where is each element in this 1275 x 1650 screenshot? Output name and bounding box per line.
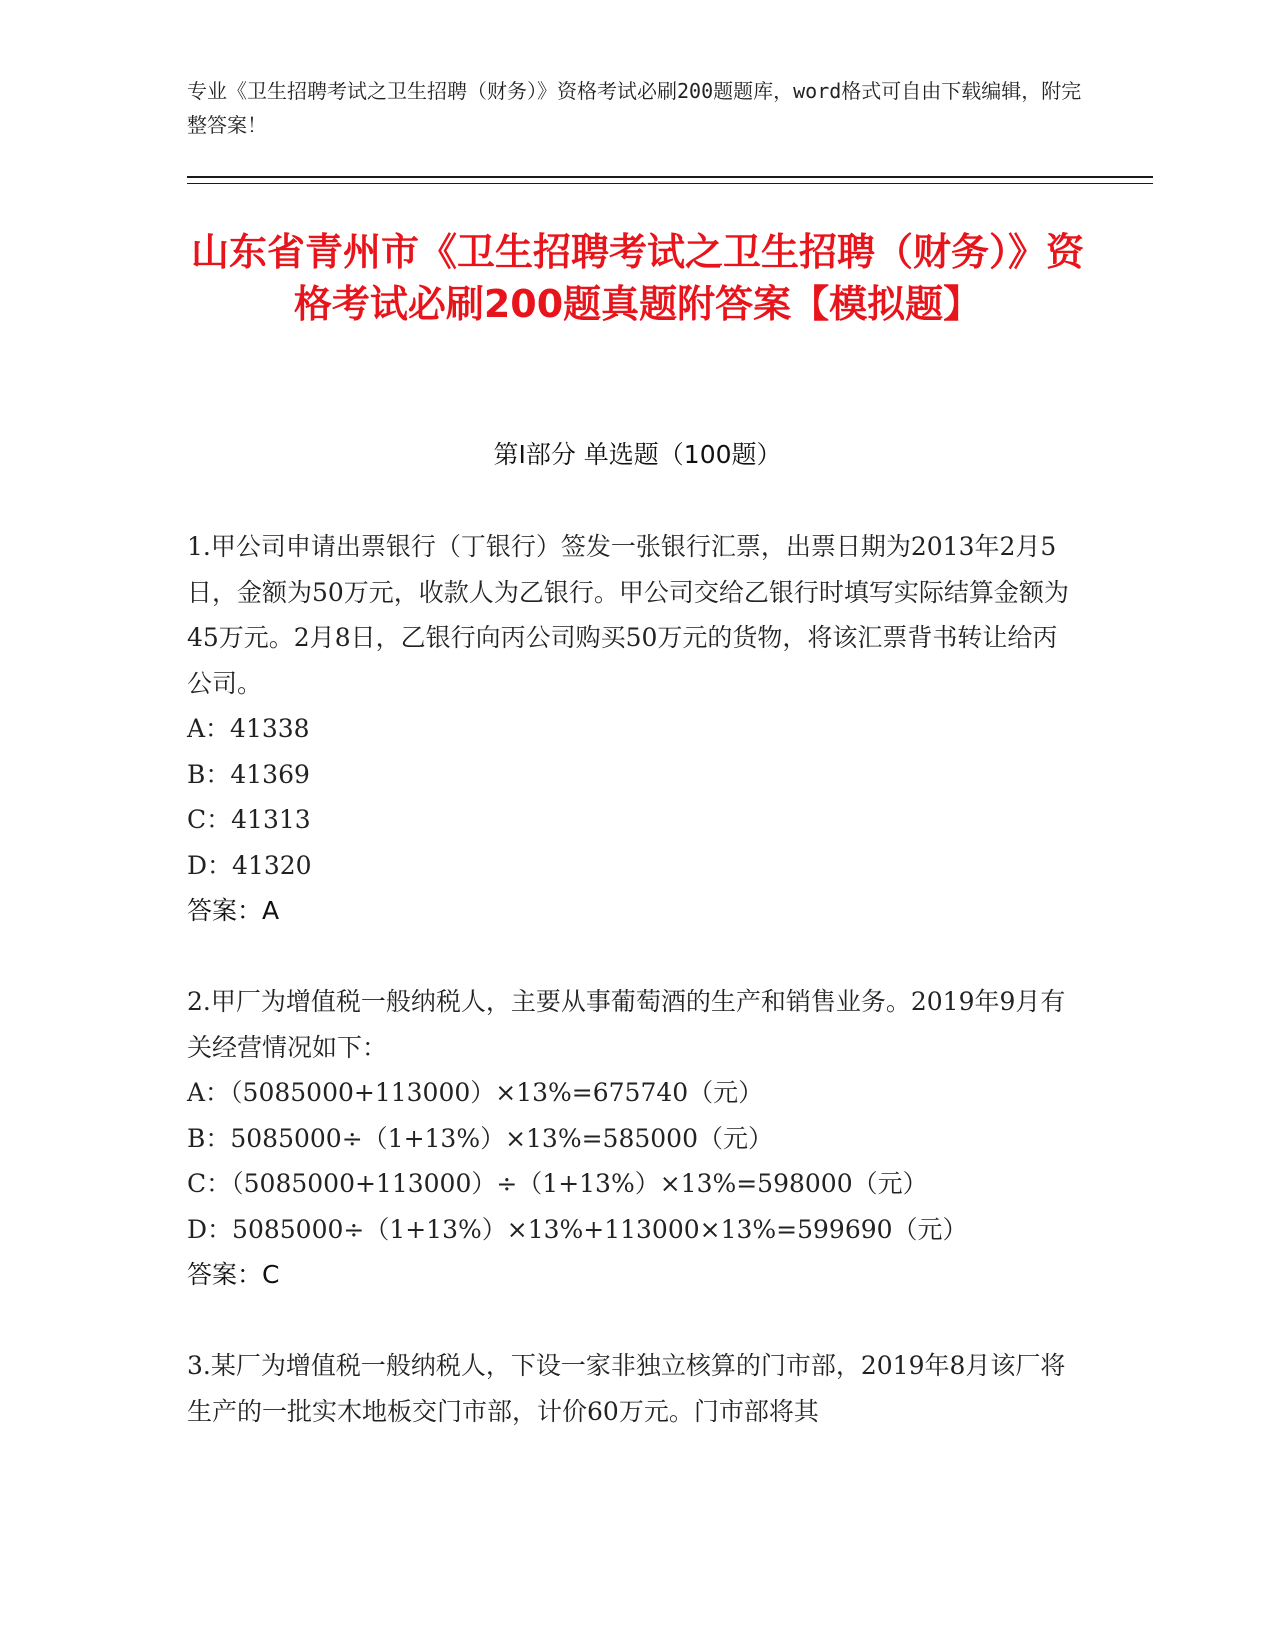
option-d: D：41320 xyxy=(187,850,312,880)
question-3 xyxy=(187,1343,1082,1434)
option-b: B：41369 xyxy=(187,759,310,789)
question-2 xyxy=(187,979,1082,1298)
question-stem: 2.甲厂为增值税一般纳税人，主要从事葡萄酒的生产和销售业务。2019年9月有关经营情况如下： xyxy=(187,987,1066,1062)
option-a: A：（5085000+113000）×13%=675740（元） xyxy=(187,1078,764,1107)
option-c: C：（5085000+113000）÷（1+13%）×13%=598000（元） xyxy=(187,1169,928,1198)
document-title: 山东省青州市《卫生招聘考试之卫生招聘（财务）》资格考试必刷200题真题附答案【模拟题】 xyxy=(190,230,1084,326)
option-c: C：41313 xyxy=(187,805,311,834)
answer-line: 答案：C xyxy=(187,1260,280,1289)
question-stem: 3.某厂为增值税一般纳税人，下设一家非独立核算的门市部，2019年8月该厂将生产的一批实木地板交门市部，计价60万元。门市部将其 xyxy=(187,1351,1066,1426)
answer-line: 答案：A xyxy=(187,896,280,925)
header-divider-thick xyxy=(187,176,1153,178)
option-a: A：41338 xyxy=(187,714,310,743)
option-b: B：5085000÷（1+13%）×13%=585000（元） xyxy=(187,1123,773,1153)
question-1 xyxy=(187,524,1082,934)
section-heading: 第I部分 单选题（100题） xyxy=(493,440,782,469)
header-note: 专业《卫生招聘考试之卫生招聘（财务）》资格考试必刷200题题库，word格式可自由下载编辑，附完整答案！ xyxy=(187,79,1082,137)
header-divider-thin xyxy=(187,183,1153,184)
question-stem: 1.甲公司申请出票银行（丁银行）签发一张银行汇票，出票日期为2013年2月5日，金额为50万元，收款人为乙银行。甲公司交给乙银行时填写实际结算金额为45万元。2月8日，乙银行向丙公司购买50万元的货物，将该汇票背书转让给丙公司。 xyxy=(187,532,1069,698)
option-d: D：5085000÷（1+13%）×13%+113000×13%=599690（元） xyxy=(187,1214,968,1244)
